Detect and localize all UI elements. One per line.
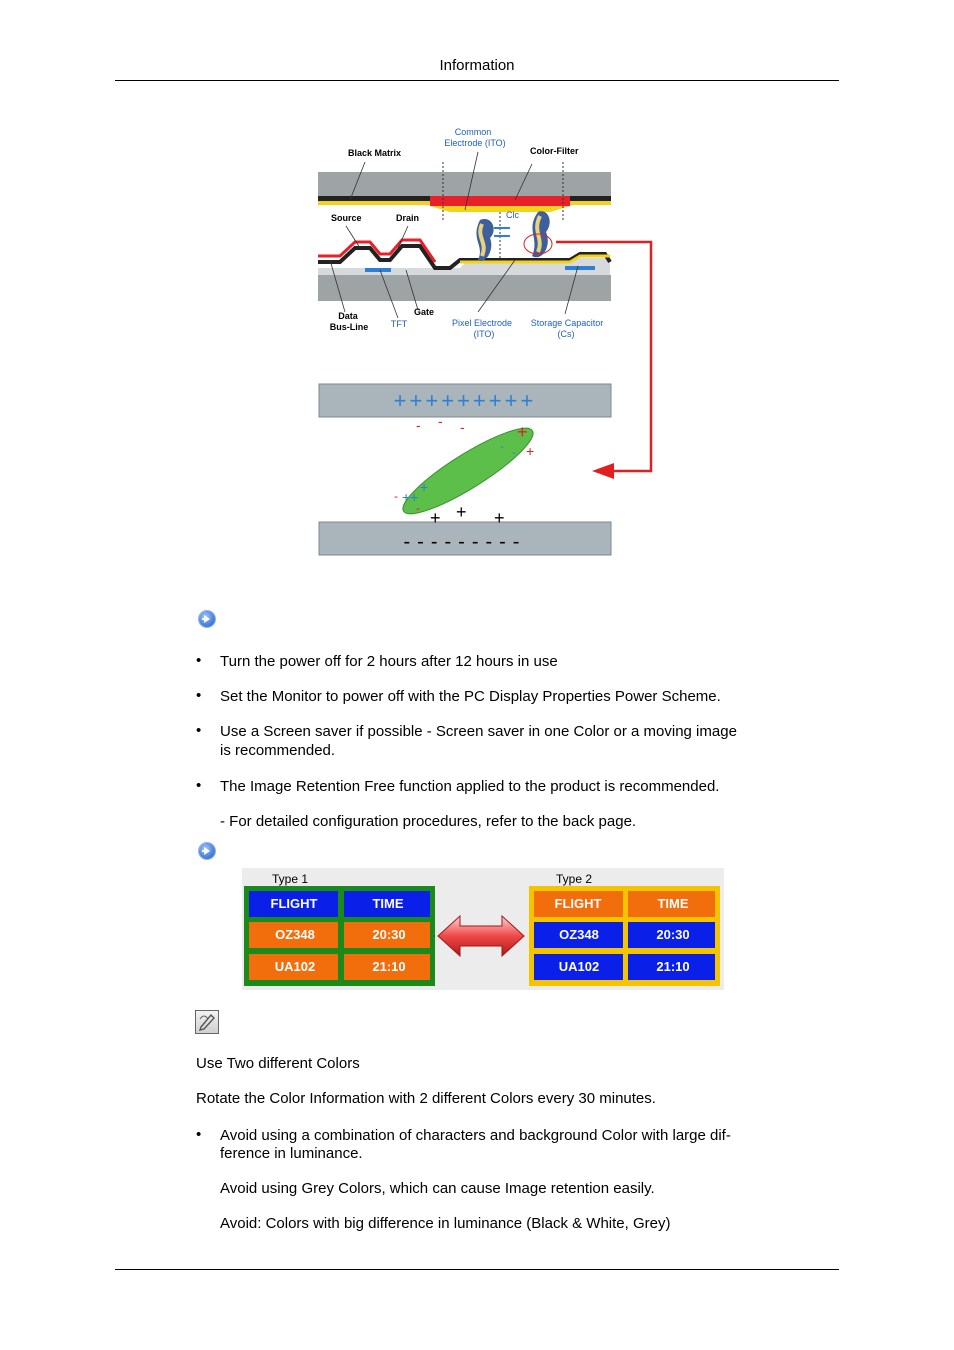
arrow-right-icon [199, 611, 215, 627]
bullet-dot: • [196, 652, 202, 669]
label-clc: Clc [506, 210, 519, 220]
label-data-1: Data [338, 311, 358, 321]
type1-cell-ua102: UA102 [274, 959, 316, 974]
type2-cell-oz348: OZ348 [559, 927, 599, 942]
tip-1: Turn the power off for 2 hours after 12 hours in use [220, 653, 558, 670]
type1-cell-oz348: OZ348 [275, 927, 315, 942]
svg-text:-: - [512, 445, 516, 459]
type1-cell-2110: 21:10 [372, 959, 406, 974]
label-drain: Drain [396, 213, 420, 223]
svg-text:+: + [456, 502, 467, 522]
tip-2: Set the Monitor to power off with the PC Display Properties Power Scheme. [220, 688, 721, 705]
label-gate: Gate [414, 307, 435, 317]
svg-text:-: - [416, 417, 421, 433]
label-pixel-electrode-2: (ITO) [473, 329, 495, 339]
bullet-dot: • [196, 687, 202, 704]
svg-text:+: + [430, 508, 441, 528]
note-pencil-icon [195, 1010, 219, 1034]
note-bullet-1a: Avoid using a combination of characters and background Color with large dif- [220, 1127, 731, 1144]
svg-text:++: ++ [402, 489, 419, 505]
svg-text:-: - [438, 413, 443, 429]
svg-text:---------: --------- [403, 531, 527, 553]
type2-cell-ua102: UA102 [558, 959, 600, 974]
label-black-matrix: Black Matrix [348, 148, 402, 158]
type2-title: Type 2 [556, 872, 593, 886]
label-data-2: Bus-Line [329, 322, 369, 332]
note-line-2: Rotate the Color Information with 2 different Colors every 30 minutes. [196, 1090, 656, 1107]
svg-text:+: + [420, 479, 429, 495]
label-common-electrode-2: Electrode (ITO) [444, 138, 506, 148]
label-color-filter: Color-Filter [530, 146, 579, 156]
svg-text:+: + [494, 508, 505, 528]
lcd-structure-diagram [310, 120, 670, 560]
tip-3b: is recommended. [220, 742, 336, 759]
page-header-title: Information [439, 57, 515, 74]
type2-cell-time: TIME [657, 896, 689, 911]
svg-text:+: + [517, 422, 528, 442]
bullet-dot: • [196, 777, 202, 794]
type2-cell-flight: FLIGHT [554, 896, 602, 911]
tip-4-detail: - For detailed configuration procedures, refer to the back page. [220, 813, 637, 830]
color-example-figure [242, 868, 724, 990]
type2-cell-2030: 20:30 [656, 927, 690, 942]
svg-text:-: - [416, 501, 420, 515]
svg-text:-: - [394, 489, 398, 503]
type2-cell-2110: 21:10 [656, 959, 690, 974]
svg-text:+: + [526, 443, 535, 459]
label-common-electrode-1: Common [454, 127, 492, 137]
type1-cell-2030: 20:30 [372, 927, 406, 942]
tip-4: The Image Retention Free function applied to the product is recommended. [220, 778, 720, 795]
label-tft: TFT [390, 319, 408, 329]
note-line-3: Avoid using Grey Colors, which can cause Image retention easily. [220, 1180, 655, 1197]
label-source: Source [331, 213, 362, 223]
note-bullet-1b: ference in luminance. [220, 1145, 363, 1162]
footer-rule [115, 1269, 839, 1270]
note-line-1: Use Two different Colors [196, 1055, 360, 1072]
bottom-glass-substrate [318, 275, 611, 301]
type1-cell-time: TIME [372, 896, 404, 911]
tip-3a: Use a Screen saver if possible - Screen saver in one Color or a moving image [220, 723, 737, 740]
type1-cell-flight: FLIGHT [270, 896, 318, 911]
color-filter-layer [430, 196, 570, 206]
label-pixel-electrode-1: Pixel Electrode [451, 318, 513, 328]
label-storage-capacitor-2: (Cs) [557, 329, 575, 339]
arrow-right-icon [199, 843, 215, 859]
svg-text:-: - [500, 439, 504, 453]
bullet-dot: • [196, 1126, 202, 1143]
top-glass-substrate [318, 172, 611, 196]
svg-text:-: - [460, 419, 465, 435]
note-line-4: Avoid: Colors with big difference in luminance (Black & White, Grey) [220, 1215, 671, 1232]
type1-title: Type 1 [272, 872, 309, 886]
bullet-dot: • [196, 722, 202, 739]
svg-text:+++++++++: +++++++++ [393, 388, 537, 413]
label-storage-capacitor-1: Storage Capacitor [530, 318, 604, 328]
header-rule [115, 80, 839, 81]
